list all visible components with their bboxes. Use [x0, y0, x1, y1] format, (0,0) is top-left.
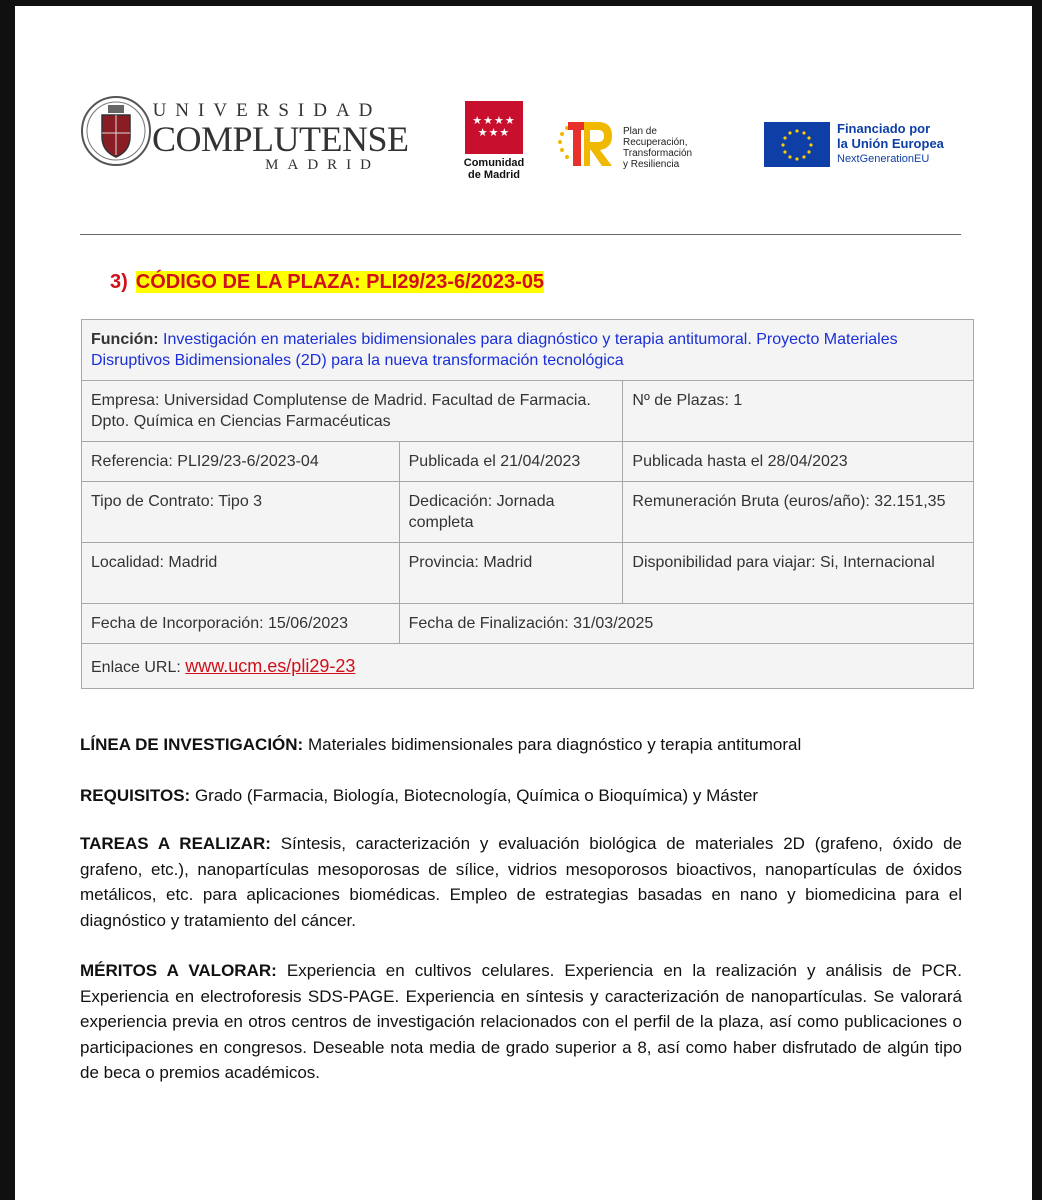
plazas-cell: Nº de Plazas: 1: [623, 381, 974, 442]
tipo-contrato-cell: Tipo de Contrato: Tipo 3: [82, 482, 400, 543]
prtr-label: [623, 126, 733, 170]
enlace-label: Enlace URL:: [91, 659, 181, 676]
funcion-cell: [82, 320, 974, 381]
publicada-hasta-cell: Publicada hasta el 28/04/2023: [623, 442, 974, 482]
requisitos: [80, 783, 962, 809]
header-divider: [80, 234, 961, 235]
eu-line-3: NextGenerationEU: [837, 153, 930, 165]
comunidad-madrid-label: [458, 157, 530, 181]
tareas-label: TAREAS A REALIZAR:: [80, 834, 271, 853]
requisitos-label: REQUISITOS:: [80, 786, 191, 805]
publicada-cell: Publicada el 21/04/2023: [399, 442, 623, 482]
prtr-line-1: Plan de: [623, 126, 657, 137]
comunidad-madrid-flag-icon: [465, 101, 523, 154]
plaza-code-number: 3): [110, 271, 128, 293]
table-row: [82, 381, 974, 442]
localidad-cell: Localidad: Madrid: [82, 543, 400, 604]
table-row: [82, 442, 974, 482]
linea-investigacion: [80, 732, 962, 758]
screen-frame-left: [0, 0, 15, 1200]
cm-line-2: de Madrid: [468, 169, 520, 181]
linea-text: Materiales bidimensionales para diagnóstico y terapia antitumoral: [307, 735, 802, 754]
remuneracion-cell: Remuneración Bruta (euros/año): 32.151,35: [623, 482, 974, 543]
plaza-code-text: CÓDIGO DE LA PLAZA: PLI29/23-6/2023-05: [135, 271, 545, 293]
tareas: [80, 831, 962, 933]
requisitos-text: Grado (Farmacia, Biología, Biotecnología, Química o Bioquímica) y Máster: [194, 786, 759, 805]
ucm-crest-icon: [80, 93, 152, 169]
eu-label: [837, 121, 967, 167]
dedicacion-cell: Dedicación: Jornada completa: [399, 482, 623, 543]
meritos-label: MÉRITOS A VALORAR:: [80, 961, 277, 980]
eu-line-2: la Unión Europea: [837, 136, 944, 151]
empresa-cell: Empresa: Universidad Complutense de Madrid. Facultad de Farmacia. Dpto. Química en Ciencias Farmacéuticas: [82, 381, 623, 442]
linea-label: LÍNEA DE INVESTIGACIÓN:: [80, 735, 304, 754]
meritos-text: Experiencia en cultivos celulares. Experiencia en la realización y análisis de PCR. Experiencia en electroforesis SDS-PAGE. Experiencia en síntesis y caracterización de nanopartículas. Se valorará experiencia previa en otros centros de investigación relacionados con el perfil de la plaza, así como publicaciones o participaciones en congresos. Deseable nota media de grado superior a 8, así como haber disfrutado de algún tipo de beca o premios académicos.: [80, 961, 962, 1082]
table-row: [82, 543, 974, 604]
eu-flag-icon: [764, 122, 830, 167]
tareas-text: Síntesis, caracterización y evaluación biológica de materiales 2D (grafeno, óxido de grafeno, etc.), nanopartículas mesoporosas de sílice, vidrios mesoporosos bioactivos, nanopartículas de óxidos metálicos, etc. para aplicaciones biomédicas. Empleo de estrategias basadas en nano y biomedicina para el diagnóstico y tratamiento del cáncer.: [80, 834, 962, 930]
screen-frame-top: [0, 0, 1042, 6]
prtr-logo-icon: [556, 120, 616, 170]
ucm-line-3: MADRID: [265, 157, 380, 173]
referencia-cell: Referencia: PLI29/23-6/2023-04: [82, 442, 400, 482]
plaza-code-heading: [110, 268, 544, 296]
eu-line-1: Financiado por: [837, 121, 931, 136]
plaza-details-table: [81, 319, 974, 689]
table-row: [82, 320, 974, 381]
prtr-line-3: Transformación: [623, 148, 693, 159]
cm-stars: ★★★★ ★★★: [472, 115, 516, 139]
table-row: [82, 644, 974, 689]
funcion-text: Investigación en materiales bidimensionales para diagnóstico y terapia antitumoral. Proyecto Materiales Disruptivos Bidimensionales (2D) para la nueva transformación tecnológica: [91, 331, 898, 369]
provincia-cell: Provincia: Madrid: [399, 543, 623, 604]
fecha-finalizacion-cell: Fecha de Finalización: 31/03/2025: [399, 604, 973, 644]
ucm-line-2: COMPLUTENSE: [152, 119, 409, 159]
table-row: [82, 604, 974, 644]
prtr-line-2: Recuperación,: [623, 137, 688, 148]
screen-frame-right: [1032, 0, 1042, 1200]
cm-line-1: Comunidad: [463, 157, 525, 169]
meritos: [80, 958, 962, 1086]
table-row: [82, 482, 974, 543]
enlace-url-link[interactable]: www.ucm.es/pli29-23: [185, 656, 356, 676]
fecha-incorporacion-cell: Fecha de Incorporación: 15/06/2023: [82, 604, 400, 644]
funcion-label: Función:: [91, 331, 159, 348]
prtr-line-4: y Resiliencia: [623, 159, 680, 170]
disponibilidad-cell: Disponibilidad para viajar: Si, Internacional: [623, 543, 974, 604]
enlace-cell: [82, 644, 974, 689]
ucm-line-1: UNIVERSIDAD: [152, 100, 382, 121]
ucm-wordmark: [152, 100, 409, 174]
